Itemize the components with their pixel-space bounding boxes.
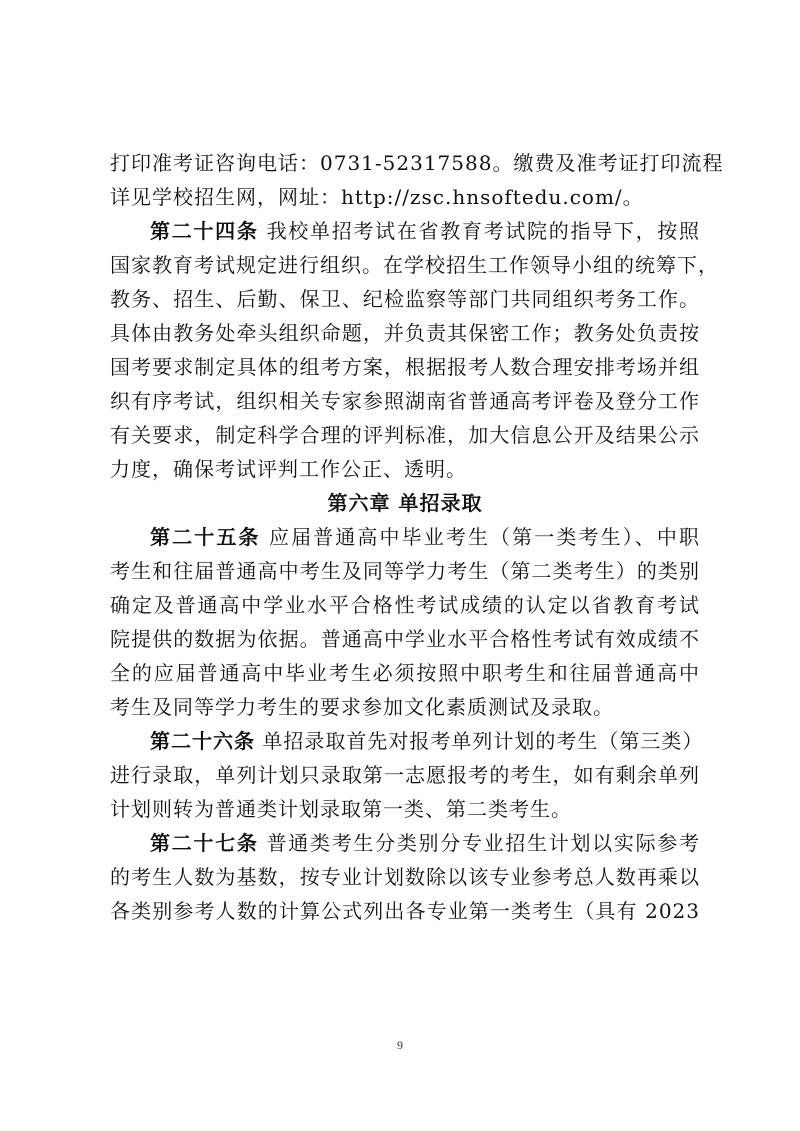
line-text: 各类别参考人数的计算公式列出各专业第一类考生（具有 2023 xyxy=(110,899,700,923)
line-text: 普通类考生分类别分专业招生计划以实际参考 xyxy=(258,831,701,855)
line-text: 进行录取，单列计划只录取第一志愿报考的考生，如有剩余单列 xyxy=(110,763,700,787)
text-line xyxy=(110,418,700,452)
line-text: 国考要求制定具体的组考方案，根据报考人数合理安排考场并组 xyxy=(110,355,700,379)
text-line xyxy=(110,826,700,860)
article-paragraph xyxy=(110,520,700,724)
line-text: 院提供的数据为依据。普通高中学业水平合格性考试有效成绩不 xyxy=(110,627,700,651)
text-line xyxy=(110,554,700,588)
text-line xyxy=(110,622,700,656)
text-line xyxy=(110,350,700,384)
text-line xyxy=(110,724,704,758)
article-paragraph xyxy=(110,214,719,486)
line-text: 全的应届普通高中毕业考生必须按照中职考生和往届普通高中 xyxy=(110,661,700,685)
page-number: 9 xyxy=(397,1038,403,1052)
text-line xyxy=(110,384,700,418)
text-line xyxy=(110,146,724,180)
article-number: 第二十五条 xyxy=(150,525,261,549)
line-text: 力度，确保考试评判工作公正、透明。 xyxy=(110,457,467,481)
line-text: 教务、招生、后勤、保卫、纪检监察等部门共同组织考务工作。 xyxy=(110,287,700,311)
text-line xyxy=(110,282,700,316)
document-body xyxy=(110,146,724,928)
line-text: 考生和往届普通高中考生及同等学力考生（第二类考生）的类别 xyxy=(110,559,700,583)
article-number: 第二十四条 xyxy=(150,219,259,243)
line-text: 计划则转为普通类计划录取第一类、第二类考生。 xyxy=(110,797,572,821)
article-number: 第二十七条 xyxy=(150,831,259,855)
article-paragraph xyxy=(110,826,700,928)
text-line xyxy=(110,452,700,486)
text-line xyxy=(110,588,700,622)
text-line xyxy=(110,520,700,554)
article-paragraph xyxy=(110,724,704,826)
text-line xyxy=(110,316,700,350)
text-line xyxy=(110,860,700,894)
article-number: 第二十六条 xyxy=(150,729,255,753)
line-text: 我校单招考试在省教育考试院的指导下，按照 xyxy=(258,219,701,243)
text-line xyxy=(110,180,700,214)
line-text: 详见学校招生网，网址：http://zsc.hnsoftedu.com/。 xyxy=(110,185,644,209)
text-line xyxy=(110,214,700,248)
line-text: 确定及普通高中学业水平合格性考试成绩的认定以省教育考试 xyxy=(110,593,700,617)
line-text: 国家教育考试规定进行组织。在学校招生工作领导小组的统筹下， xyxy=(110,253,719,277)
text-line xyxy=(110,248,719,282)
text-line xyxy=(110,656,700,690)
text-line xyxy=(110,894,700,928)
text-line xyxy=(110,758,700,792)
chapter-heading: 第六章 单招录取 xyxy=(327,491,483,515)
line-text: 具体由教务处牵头组织命题，并负责其保密工作；教务处负责按 xyxy=(110,321,700,345)
line-text: 打印准考证咨询电话：0731-52317588。缴费及准考证打印流程 xyxy=(110,151,724,175)
text-line xyxy=(110,690,700,724)
text-line xyxy=(110,792,700,826)
line-text: 考生及同等学力考生的要求参加文化素质测试及录取。 xyxy=(110,695,614,719)
line-text: 织有序考试，组织相关专家参照湖南省普通高考评卷及登分工作 xyxy=(110,389,700,413)
line-text: 单招录取首先对报考单列计划的考生（第三类） xyxy=(255,729,704,753)
line-text: 的考生人数为基数，按专业计划数除以该专业参考总人数再乘以 xyxy=(110,865,700,889)
line-text: 应届普通高中毕业考生（第一类考生）、中职 xyxy=(260,525,701,549)
paragraph xyxy=(110,146,724,214)
line-text: 有关要求，制定科学合理的评判标准，加大信息公开及结果公示 xyxy=(110,423,700,447)
